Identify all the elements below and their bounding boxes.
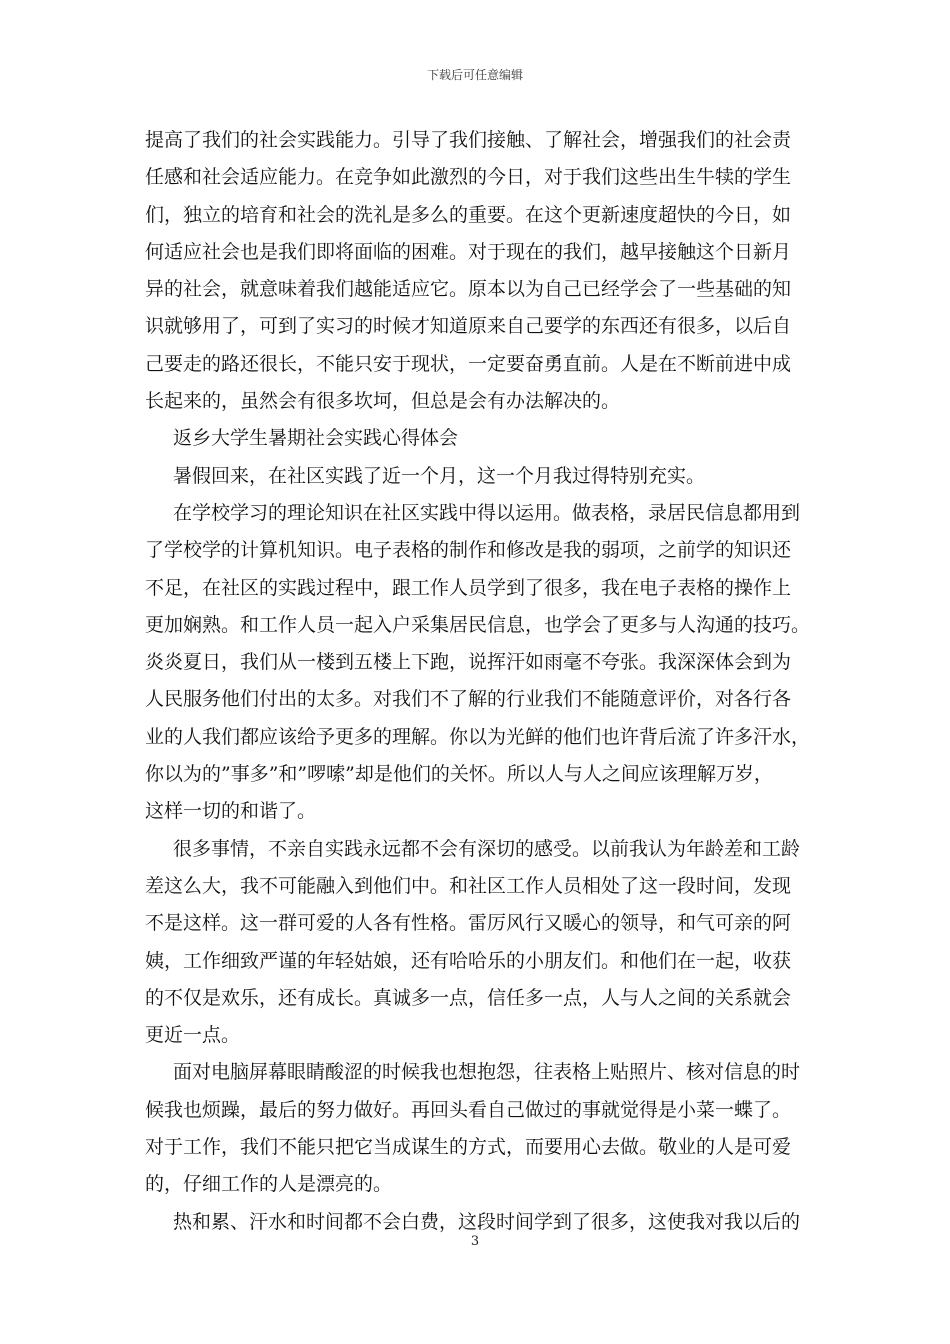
text-line: 候我也烦躁，最后的努力做好。再回头看自己做过的事就觉得是小菜一蝶了。 <box>145 1098 792 1121</box>
text-line: 更近一点。 <box>145 1024 241 1047</box>
document-body <box>145 122 810 1241</box>
text-line: 热和累、汗水和时间都不会白费，这段时间学到了很多，这使我对我以后的 <box>173 1210 801 1233</box>
section-heading: 返乡大学生暑期社会实践心得体会 <box>173 427 459 450</box>
text-line: 任感和社会适应能力。在竞争如此激烈的今日，对于我们这些出生牛犊的学生 <box>145 166 792 189</box>
text-line: 这样一切的和谐了。 <box>145 800 317 823</box>
text-line: 人民服务他们付出的太多。对我们不了解的行业我们不能随意评价，对各行各 <box>145 688 792 711</box>
text-line: 异的社会，就意味着我们越能适应它。原本以为自己已经学会了一些基础的知 <box>145 278 792 301</box>
text-line: 识就够用了，可到了实习的时候才知道原来自己要学的东西还有很多，以后自 <box>145 315 792 338</box>
text-line: 了学校学的计算机知识。电子表格的制作和修改是我的弱项，之前学的知识还 <box>145 539 792 562</box>
text-line: 何适应社会也是我们即将面临的困难。对于现在的我们，越早接触这个日新月 <box>145 240 792 263</box>
text-line: 己要走的路还很长，不能只安于现状，一定要奋勇直前。人是在不断前进中成 <box>145 352 792 375</box>
text-line: 的不仅是欢乐，还有成长。真诚多一点，信任多一点，人与人之间的关系就会 <box>145 986 792 1009</box>
text-line: 们，独立的培育和社会的洗礼是多么的重要。在这个更新速度超快的今日，如 <box>145 203 792 226</box>
text-line: 的，仔细工作的人是漂亮的。 <box>145 1173 393 1196</box>
text-line: 面对电脑屏幕眼睛酸涩的时候我也想抱怨，往表格上贴照片、核对信息的时 <box>173 1061 801 1084</box>
text-line: 姨，工作细致严谨的年轻姑娘，还有哈哈乐的小朋友们。和他们在一起，收获 <box>145 949 792 972</box>
page-header: 下载后可任意编辑 <box>426 68 523 82</box>
text-line: 不是这样。这一群可爱的人各有性格。雷厉风行又暖心的领导，和气可亲的阿 <box>145 912 792 935</box>
text-line: 炎炎夏日，我们从一楼到五楼上下跑，说挥汗如雨毫不夸张。我深深体会到为 <box>145 651 792 674</box>
text-line: 你以为的”事多”和”啰嗦”却是他们的关怀。所以人与人之间应该理解万岁， <box>145 763 773 786</box>
text-line: 长起来的，虽然会有很多坎坷，但总是会有办法解决的。 <box>145 390 621 413</box>
text-line: 更加娴熟。和工作人员一起入户采集居民信息，也学会了更多与人沟通的技巧。 <box>145 613 810 636</box>
text-line: 不足，在社区的实践过程中，跟工作人员学到了很多，我在电子表格的操作上 <box>145 576 792 599</box>
text-line: 对于工作，我们不能只把它当成谋生的方式，而要用心去做。敬业的人是可爱 <box>145 1136 792 1159</box>
text-line: 差这么大，我不可能融入到他们中。和社区工作人员相处了这一段时间，发现 <box>145 874 792 897</box>
text-line: 业的人我们都应该给予更多的理解。你以为光鲜的他们也许背后流了许多汗水， <box>145 725 810 748</box>
text-line: 提高了我们的社会实践能力。引导了我们接触、了解社会，增强我们的社会责 <box>145 129 792 151</box>
text-line: 暑假回来，在社区实践了近一个月，这一个月我过得特别充实。 <box>173 464 706 487</box>
page-number: 3 <box>470 1234 480 1249</box>
text-line: 很多事情，不亲自实践永远都不会有深切的感受。以前我认为年龄差和工龄 <box>173 837 801 860</box>
text-line: 在学校学习的理论知识在社区实践中得以运用。做表格，录居民信息都用到 <box>173 501 801 524</box>
